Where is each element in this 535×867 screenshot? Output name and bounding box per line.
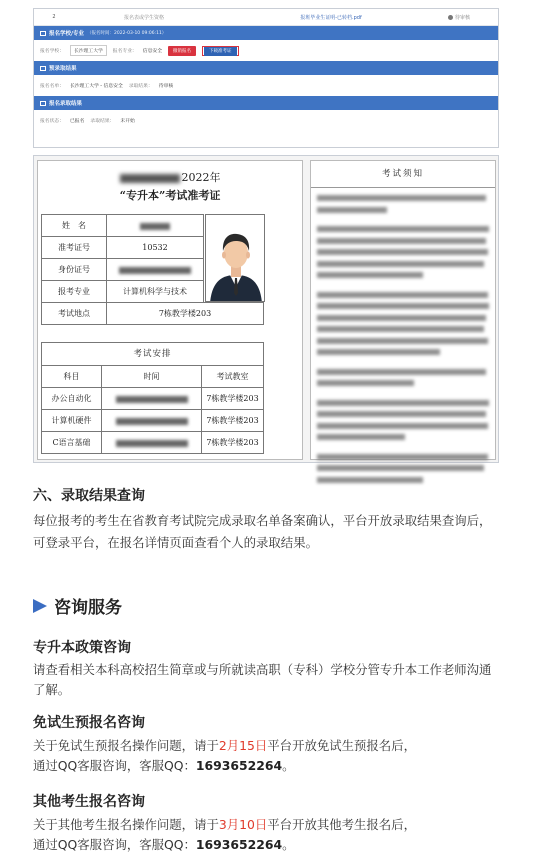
registration-status-panel: [33, 8, 499, 148]
table-row: [42, 388, 264, 410]
revoke-registration-button[interactable]: 撤销报名: [168, 46, 196, 56]
triangle-bullet-icon: [33, 599, 47, 613]
notice-blurred-text: [317, 195, 493, 488]
admission-value: 未开始: [120, 119, 135, 124]
candidate-photo: [205, 214, 265, 302]
ticket-no-value: 10532: [107, 237, 204, 259]
row-file-link[interactable]: 报班毕业生证明-已转档.pdf: [300, 14, 362, 21]
room-cell: 7栋教学楼203: [202, 410, 264, 432]
school-value: 长沙理工大学: [70, 45, 107, 56]
exempt-qq-number: 1693652264: [195, 758, 283, 773]
policy-heading: 专升本政策咨询: [33, 640, 131, 656]
upload-file-row: [34, 9, 498, 26]
id-label: 身份证号: [42, 259, 107, 281]
ticket-title-year: 2022年: [38, 169, 302, 185]
section-admission-header: [34, 96, 498, 110]
name-value: [107, 215, 204, 237]
section-school-major-header: [34, 26, 498, 40]
major-label: 报考专业: [42, 281, 107, 303]
subject-header: 科目: [42, 366, 102, 388]
other-paragraph: 关于其他考生报名操作问题，请于3月10日平台开放其他考生报名后， 通过QQ客服咨询，客服QQ：1693652264。: [33, 817, 416, 852]
time-cell: [102, 432, 202, 454]
major-value: 信息安全: [142, 49, 162, 54]
section-pre-admission-row: [34, 75, 498, 96]
pre-status-value: 待审核: [158, 84, 174, 89]
admission-label: 录取结果：: [90, 119, 115, 124]
schedule-table: [41, 365, 264, 454]
exempt-paragraph: 关于免试生预报名操作问题，请于2月15日平台开放免试生预报名后， 通过QQ客服咨询，客服QQ：1693652264。: [33, 738, 416, 773]
state-value: 已报名: [70, 119, 85, 124]
download-ticket-button[interactable]: 下载准考证: [204, 47, 237, 56]
state-label: 报名状态：: [40, 119, 64, 124]
exempt-date: 2月15日: [218, 738, 268, 753]
download-highlight-box: [202, 46, 239, 56]
schedule-title: 考试安排: [41, 342, 264, 365]
other-date: 3月10日: [218, 817, 268, 832]
consult-title: 咨询服务: [54, 598, 122, 618]
subject-cell: C语言基础: [42, 432, 102, 454]
section-list-icon: [40, 66, 46, 71]
section-list-icon: [40, 31, 46, 36]
table-header-row: [42, 366, 264, 388]
admission-ticket-image: [33, 155, 499, 463]
section6-paragraph: 每位报考的考生在省教育考试院完成录取名单备案确认，平台开放录取结果查询后，可登录平台，在报名详情页面查看个人的录取结果。: [33, 513, 492, 550]
time-cell: [102, 388, 202, 410]
pre-status-label: 录取结果：: [128, 84, 153, 89]
ticket-title: “专升本”考试准考证: [119, 189, 221, 202]
subject-cell: 计算机硬件: [42, 410, 102, 432]
pre-list-label: 报名名单：: [40, 84, 64, 89]
other-qq-number: 1693652264: [195, 837, 283, 852]
table-row: [42, 432, 264, 454]
row-index: 2: [52, 14, 56, 20]
section-pre-admission-header: [34, 61, 498, 75]
section-title: 预录取结果: [49, 66, 77, 72]
id-value: [107, 259, 204, 281]
exam-notice-card: [310, 160, 496, 460]
section-title: 报名学校/专业: [49, 31, 85, 37]
policy-paragraph: 请查看相关本科高校招生简章或与所就读高职（专科）学校分管专升本工作老师沟通了解。: [33, 662, 492, 697]
school-label: 报名学校：: [40, 49, 64, 54]
location-value: 7栋教学楼203: [107, 303, 264, 325]
row-doc-name: 报名表或学生资格: [123, 14, 164, 21]
row-status: [448, 14, 498, 21]
section-title: 报名录取结果: [49, 101, 83, 107]
table-row: [42, 410, 264, 432]
location-label: 考试地点: [42, 303, 107, 325]
row-status-text: 待审核: [455, 14, 471, 21]
exempt-heading: 免试生预报名咨询: [33, 715, 145, 731]
room-cell: 7栋教学楼203: [202, 388, 264, 410]
ticket-card: [37, 160, 303, 460]
section-admission-row: [34, 110, 498, 131]
room-cell: 7栋教学楼203: [202, 432, 264, 454]
section-time: （报名时间：2022-03-10 09:06:11）: [87, 31, 167, 36]
ticket-no-label: 准考证号: [42, 237, 107, 259]
status-clock-icon: [448, 15, 453, 20]
subject-cell: 办公自动化: [42, 388, 102, 410]
table-row: [42, 303, 264, 325]
name-label: 姓 名: [42, 215, 107, 237]
time-header: 时间: [102, 366, 202, 388]
avatar-icon: [206, 215, 265, 302]
major-value: 计算机科学与技术: [107, 281, 204, 303]
pre-list-value: 长沙理工大学 - 信息安全: [70, 84, 123, 89]
major-label: 报名专业：: [112, 49, 137, 54]
consult-heading: [33, 593, 122, 618]
section-list-icon: [40, 101, 46, 106]
section6-heading: 六、录取结果查询: [33, 488, 145, 504]
notice-title: 考试须知: [311, 161, 495, 188]
school-name-redacted: [120, 174, 180, 183]
section-school-major-row: [34, 40, 498, 61]
room-header: 考试教室: [202, 366, 264, 388]
other-heading: 其他考生报名咨询: [33, 794, 145, 810]
time-cell: [102, 410, 202, 432]
